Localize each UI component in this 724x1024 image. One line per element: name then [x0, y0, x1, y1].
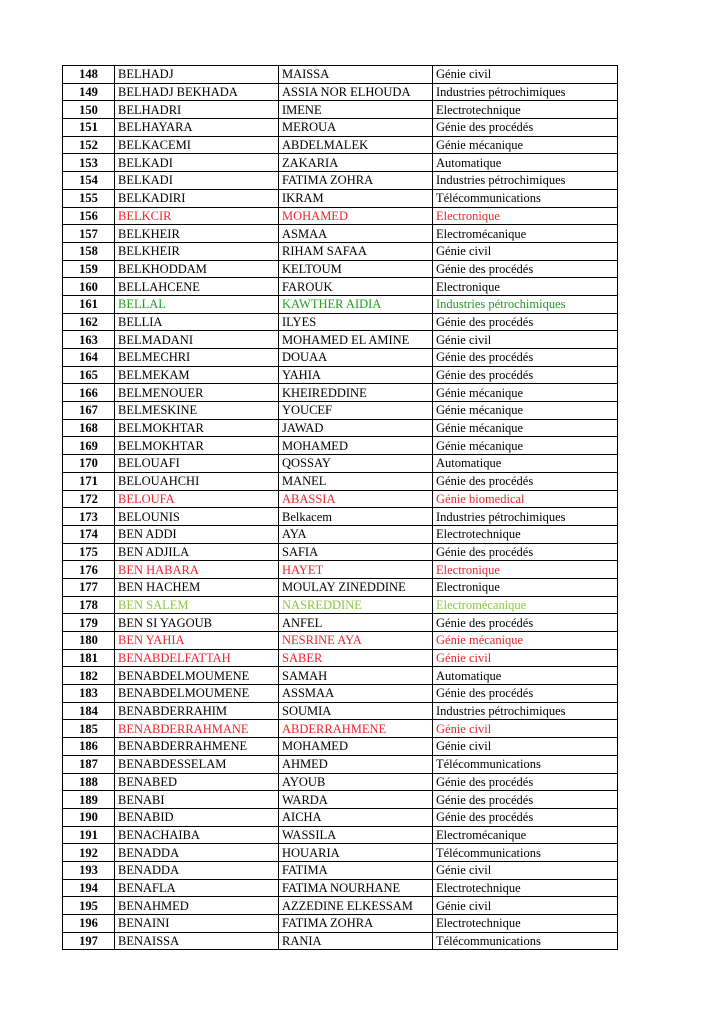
first-name-cell: HOUARIA	[279, 844, 433, 862]
department-cell: Télécommunications	[433, 755, 618, 773]
row-number: 164	[63, 349, 115, 367]
table-row	[63, 897, 618, 915]
department-cell: Génie civil	[433, 720, 618, 738]
table-row	[63, 119, 618, 137]
last-name-cell: BENABDELMOUMENE	[115, 685, 279, 703]
first-name-cell: NESRINE AYA	[279, 632, 433, 650]
first-name-cell: IKRAM	[279, 189, 433, 207]
student-roster-table	[62, 65, 618, 950]
table-row	[63, 649, 618, 667]
first-name-cell: FATIMA NOURHANE	[279, 879, 433, 897]
first-name-cell: MOULAY ZINEDDINE	[279, 578, 433, 596]
table-row	[63, 472, 618, 490]
row-number: 158	[63, 242, 115, 260]
first-name-cell: RIHAM SAFAA	[279, 242, 433, 260]
table-row	[63, 932, 618, 950]
first-name-cell: JAWAD	[279, 419, 433, 437]
row-number: 148	[63, 66, 115, 84]
department-cell: Génie des procédés	[433, 366, 618, 384]
table-row	[63, 437, 618, 455]
department-cell: Génie des procédés	[433, 685, 618, 703]
table-row	[63, 402, 618, 420]
last-name-cell: BELMESKINE	[115, 402, 279, 420]
last-name-cell: BENABI	[115, 791, 279, 809]
last-name-cell: BELMADANI	[115, 331, 279, 349]
table-row	[63, 455, 618, 473]
table-row	[63, 685, 618, 703]
first-name-cell: MOHAMED	[279, 207, 433, 225]
last-name-cell: BENABDERRAHIM	[115, 702, 279, 720]
first-name-cell: ABDERRAHMENE	[279, 720, 433, 738]
row-number: 169	[63, 437, 115, 455]
last-name-cell: BENABDESSELAM	[115, 755, 279, 773]
last-name-cell: BEN SI YAGOUB	[115, 614, 279, 632]
first-name-cell: WASSILA	[279, 826, 433, 844]
first-name-cell: NASREDDINE	[279, 596, 433, 614]
first-name-cell: ANFEL	[279, 614, 433, 632]
row-number: 187	[63, 755, 115, 773]
row-number: 163	[63, 331, 115, 349]
first-name-cell: YOUCEF	[279, 402, 433, 420]
row-number: 173	[63, 508, 115, 526]
table-row	[63, 349, 618, 367]
row-number: 170	[63, 455, 115, 473]
department-cell: Génie des procédés	[433, 472, 618, 490]
department-cell: Electrotechnique	[433, 525, 618, 543]
first-name-cell: MEROUA	[279, 119, 433, 137]
department-cell: Génie mécanique	[433, 632, 618, 650]
row-number: 177	[63, 578, 115, 596]
last-name-cell: BENACHAIBA	[115, 826, 279, 844]
row-number: 165	[63, 366, 115, 384]
first-name-cell: KHEIREDDINE	[279, 384, 433, 402]
department-cell: Génie des procédés	[433, 808, 618, 826]
first-name-cell: ASMAA	[279, 225, 433, 243]
row-number: 176	[63, 561, 115, 579]
row-number: 153	[63, 154, 115, 172]
last-name-cell: BELOUNIS	[115, 508, 279, 526]
table-row	[63, 861, 618, 879]
table-row	[63, 225, 618, 243]
first-name-cell: AYA	[279, 525, 433, 543]
department-cell: Génie civil	[433, 897, 618, 915]
last-name-cell: BELMOKHTAR	[115, 437, 279, 455]
last-name-cell: BEN HABARA	[115, 561, 279, 579]
department-cell: Génie mécanique	[433, 402, 618, 420]
first-name-cell: MOHAMED EL AMINE	[279, 331, 433, 349]
row-number: 184	[63, 702, 115, 720]
row-number: 182	[63, 667, 115, 685]
first-name-cell: ASSIA NOR ELHOUDA	[279, 83, 433, 101]
row-number: 161	[63, 295, 115, 313]
table-row	[63, 242, 618, 260]
department-cell: Génie des procédés	[433, 260, 618, 278]
table-row	[63, 101, 618, 119]
last-name-cell: BELMENOUER	[115, 384, 279, 402]
row-number: 188	[63, 773, 115, 791]
last-name-cell: BELKADIRI	[115, 189, 279, 207]
department-cell: Génie civil	[433, 242, 618, 260]
first-name-cell: AYOUB	[279, 773, 433, 791]
row-number: 168	[63, 419, 115, 437]
last-name-cell: BEN SALEM	[115, 596, 279, 614]
row-number: 155	[63, 189, 115, 207]
first-name-cell: FATIMA	[279, 861, 433, 879]
first-name-cell: WARDA	[279, 791, 433, 809]
department-cell: Génie des procédés	[433, 119, 618, 137]
department-cell: Génie des procédés	[433, 349, 618, 367]
first-name-cell: RANIA	[279, 932, 433, 950]
first-name-cell: HAYET	[279, 561, 433, 579]
last-name-cell: BELHADJ	[115, 66, 279, 84]
department-cell: Electromécanique	[433, 225, 618, 243]
row-number: 183	[63, 685, 115, 703]
department-cell: Télécommunications	[433, 189, 618, 207]
first-name-cell: ASSMAA	[279, 685, 433, 703]
last-name-cell: BEN ADJILA	[115, 543, 279, 561]
table-row	[63, 808, 618, 826]
last-name-cell: BELKADI	[115, 154, 279, 172]
department-cell: Génie mécanique	[433, 136, 618, 154]
row-number: 172	[63, 490, 115, 508]
first-name-cell: YAHIA	[279, 366, 433, 384]
table-row	[63, 755, 618, 773]
last-name-cell: BELOUFA	[115, 490, 279, 508]
last-name-cell: BENABDELFATTAH	[115, 649, 279, 667]
last-name-cell: BELKHODDAM	[115, 260, 279, 278]
row-number: 179	[63, 614, 115, 632]
row-number: 181	[63, 649, 115, 667]
last-name-cell: BENABID	[115, 808, 279, 826]
department-cell: Automatique	[433, 667, 618, 685]
table-row	[63, 879, 618, 897]
department-cell: Electronique	[433, 578, 618, 596]
row-number: 189	[63, 791, 115, 809]
table-row	[63, 826, 618, 844]
row-number: 157	[63, 225, 115, 243]
first-name-cell: ABASSIA	[279, 490, 433, 508]
last-name-cell: BENAINI	[115, 915, 279, 933]
table-row	[63, 366, 618, 384]
first-name-cell: SOUMIA	[279, 702, 433, 720]
row-number: 152	[63, 136, 115, 154]
department-cell: Automatique	[433, 154, 618, 172]
last-name-cell: BELHADJ BEKHADA	[115, 83, 279, 101]
last-name-cell: BELLAHCENE	[115, 278, 279, 296]
department-cell: Génie des procédés	[433, 773, 618, 791]
table-row	[63, 331, 618, 349]
table-row	[63, 508, 618, 526]
department-cell: Télécommunications	[433, 932, 618, 950]
last-name-cell: BENADDA	[115, 844, 279, 862]
first-name-cell: SABER	[279, 649, 433, 667]
last-name-cell: BELLIA	[115, 313, 279, 331]
row-number: 190	[63, 808, 115, 826]
table-row	[63, 915, 618, 933]
row-number: 191	[63, 826, 115, 844]
first-name-cell: MAISSA	[279, 66, 433, 84]
department-cell: Electromécanique	[433, 826, 618, 844]
table-row	[63, 154, 618, 172]
row-number: 175	[63, 543, 115, 561]
last-name-cell: BELLAL	[115, 295, 279, 313]
row-number: 180	[63, 632, 115, 650]
last-name-cell: BEN HACHEM	[115, 578, 279, 596]
first-name-cell: QOSSAY	[279, 455, 433, 473]
table-row	[63, 490, 618, 508]
table-row	[63, 172, 618, 190]
first-name-cell: FAROUK	[279, 278, 433, 296]
department-cell: Génie mécanique	[433, 419, 618, 437]
department-cell: Industries pétrochimiques	[433, 508, 618, 526]
row-number: 186	[63, 738, 115, 756]
table-row	[63, 525, 618, 543]
table-row	[63, 844, 618, 862]
department-cell: Génie mécanique	[433, 437, 618, 455]
table-row	[63, 419, 618, 437]
last-name-cell: BELKHEIR	[115, 242, 279, 260]
row-number: 193	[63, 861, 115, 879]
row-number: 162	[63, 313, 115, 331]
row-number: 166	[63, 384, 115, 402]
first-name-cell: DOUAA	[279, 349, 433, 367]
department-cell: Génie civil	[433, 861, 618, 879]
row-number: 150	[63, 101, 115, 119]
last-name-cell: BENABDELMOUMENE	[115, 667, 279, 685]
first-name-cell: ZAKARIA	[279, 154, 433, 172]
first-name-cell: FATIMA ZOHRA	[279, 915, 433, 933]
row-number: 192	[63, 844, 115, 862]
first-name-cell: SAMAH	[279, 667, 433, 685]
table-row	[63, 189, 618, 207]
department-cell: Génie civil	[433, 331, 618, 349]
last-name-cell: BENAFLA	[115, 879, 279, 897]
first-name-cell: KAWTHER AIDIA	[279, 295, 433, 313]
department-cell: Electronique	[433, 561, 618, 579]
table-row	[63, 773, 618, 791]
table-row	[63, 614, 618, 632]
last-name-cell: BEN ADDI	[115, 525, 279, 543]
first-name-cell: MOHAMED	[279, 738, 433, 756]
row-number: 174	[63, 525, 115, 543]
department-cell: Industries pétrochimiques	[433, 83, 618, 101]
last-name-cell: BENABDERRAHMANE	[115, 720, 279, 738]
table-row	[63, 578, 618, 596]
table-row	[63, 278, 618, 296]
table-row	[63, 702, 618, 720]
last-name-cell: BELMECHRI	[115, 349, 279, 367]
department-cell: Electromécanique	[433, 596, 618, 614]
row-number: 151	[63, 119, 115, 137]
first-name-cell: AZZEDINE ELKESSAM	[279, 897, 433, 915]
department-cell: Génie biomedical	[433, 490, 618, 508]
department-cell: Génie des procédés	[433, 543, 618, 561]
row-number: 196	[63, 915, 115, 933]
first-name-cell: SAFIA	[279, 543, 433, 561]
first-name-cell: FATIMA ZOHRA	[279, 172, 433, 190]
row-number: 156	[63, 207, 115, 225]
row-number: 160	[63, 278, 115, 296]
table-row	[63, 791, 618, 809]
row-number: 194	[63, 879, 115, 897]
department-cell: Génie des procédés	[433, 614, 618, 632]
roster-body	[63, 66, 618, 950]
table-row	[63, 632, 618, 650]
department-cell: Industries pétrochimiques	[433, 172, 618, 190]
department-cell: Génie civil	[433, 649, 618, 667]
department-cell: Génie mécanique	[433, 384, 618, 402]
department-cell: Electrotechnique	[433, 915, 618, 933]
last-name-cell: BENADDA	[115, 861, 279, 879]
row-number: 178	[63, 596, 115, 614]
table-row	[63, 543, 618, 561]
department-cell: Electronique	[433, 207, 618, 225]
last-name-cell: BELMEKAM	[115, 366, 279, 384]
last-name-cell: BELOUAHCHI	[115, 472, 279, 490]
department-cell: Génie des procédés	[433, 791, 618, 809]
department-cell: Electronique	[433, 278, 618, 296]
last-name-cell: BEN YAHIA	[115, 632, 279, 650]
last-name-cell: BELMOKHTAR	[115, 419, 279, 437]
row-number: 185	[63, 720, 115, 738]
department-cell: Electrotechnique	[433, 101, 618, 119]
last-name-cell: BELOUAFI	[115, 455, 279, 473]
table-row	[63, 738, 618, 756]
first-name-cell: AHMED	[279, 755, 433, 773]
table-row	[63, 295, 618, 313]
department-cell: Génie civil	[433, 66, 618, 84]
last-name-cell: BELKCIR	[115, 207, 279, 225]
row-number: 197	[63, 932, 115, 950]
last-name-cell: BENABED	[115, 773, 279, 791]
last-name-cell: BENABDERRAHMENE	[115, 738, 279, 756]
first-name-cell: Belkacem	[279, 508, 433, 526]
first-name-cell: KELTOUM	[279, 260, 433, 278]
table-row	[63, 207, 618, 225]
department-cell: Génie civil	[433, 738, 618, 756]
table-row	[63, 596, 618, 614]
first-name-cell: IMENE	[279, 101, 433, 119]
row-number: 159	[63, 260, 115, 278]
table-row	[63, 313, 618, 331]
table-row	[63, 136, 618, 154]
row-number: 167	[63, 402, 115, 420]
first-name-cell: ILYES	[279, 313, 433, 331]
first-name-cell: ABDELMALEK	[279, 136, 433, 154]
last-name-cell: BELHAYARA	[115, 119, 279, 137]
row-number: 149	[63, 83, 115, 101]
table-row	[63, 384, 618, 402]
table-row	[63, 561, 618, 579]
department-cell: Industries pétrochimiques	[433, 702, 618, 720]
department-cell: Electrotechnique	[433, 879, 618, 897]
table-row	[63, 260, 618, 278]
table-row	[63, 667, 618, 685]
department-cell: Génie des procédés	[433, 313, 618, 331]
last-name-cell: BELHADRI	[115, 101, 279, 119]
department-cell: Industries pétrochimiques	[433, 295, 618, 313]
last-name-cell: BELKACEMI	[115, 136, 279, 154]
first-name-cell: MOHAMED	[279, 437, 433, 455]
row-number: 195	[63, 897, 115, 915]
last-name-cell: BENAHMED	[115, 897, 279, 915]
row-number: 171	[63, 472, 115, 490]
last-name-cell: BELKHEIR	[115, 225, 279, 243]
row-number: 154	[63, 172, 115, 190]
department-cell: Télécommunications	[433, 844, 618, 862]
last-name-cell: BENAISSA	[115, 932, 279, 950]
first-name-cell: MANEL	[279, 472, 433, 490]
last-name-cell: BELKADI	[115, 172, 279, 190]
department-cell: Automatique	[433, 455, 618, 473]
table-row	[63, 83, 618, 101]
table-row	[63, 720, 618, 738]
first-name-cell: AICHA	[279, 808, 433, 826]
table-row	[63, 66, 618, 84]
